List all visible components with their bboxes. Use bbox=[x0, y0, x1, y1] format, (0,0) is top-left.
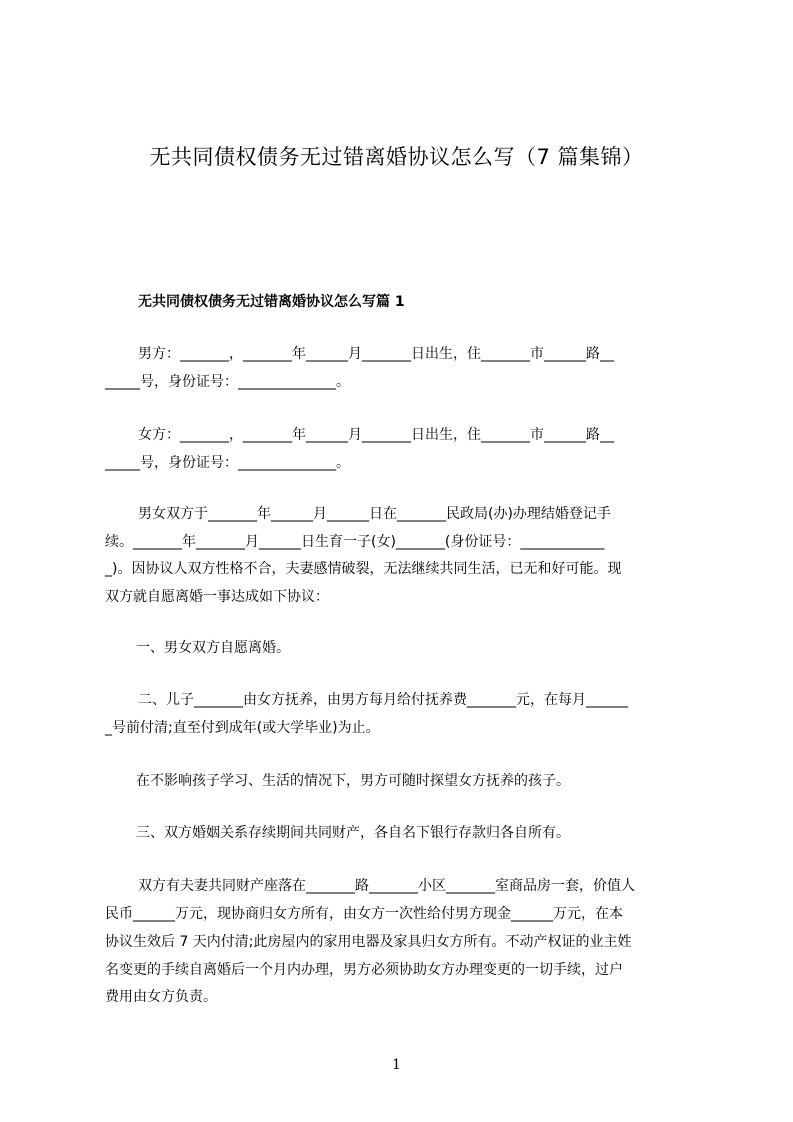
paragraph-wife-line-1: 女方：_______，_______年______月_______日出生，住_______市______路__ bbox=[138, 427, 614, 443]
paragraph-marriage-line-4: 双方就自愿离婚一事达成如下协议： bbox=[105, 589, 329, 605]
paragraph-husband-line-1: 男方：_______，_______年______月_______日出生，住_______市______路__ bbox=[138, 346, 614, 362]
clause-2-line-1: 二、儿子_______由女方抚养，由男方每月给付抚养费_______元，在每月______ bbox=[138, 692, 628, 708]
property-paragraph-line-3: 协议生效后 7 天内付清;此房屋内的家用电器及家具归女方所有。不动产权证的业主姓 bbox=[105, 934, 632, 950]
paragraph-wife-line-2: _____号，身份证号：______________。 bbox=[105, 455, 350, 471]
property-paragraph-line-1: 双方有夫妻共同财产座落在_______路_______小区_______室商品房一套，价值人 bbox=[138, 878, 635, 894]
paragraph-husband-line-2: _____号，身份证号：______________。 bbox=[105, 374, 350, 390]
property-paragraph-line-4: 名变更的手续自离婚后一个月内办理，男方必须协助女方办理变更的一切手续，过户 bbox=[105, 962, 623, 978]
property-paragraph-line-2: 民币______万元，现协商归女方所有，由女方一次性给付男方现金______万元，在本 bbox=[105, 906, 623, 922]
document-title: 无共同债权债务无过错离婚协议怎么写（7 篇集锦） bbox=[149, 145, 644, 169]
paragraph-marriage-line-3: _)。因协议人双方性格不合，夫妻感情破裂，无法继续共同生活，已无和好可能。现 bbox=[105, 561, 622, 577]
clause-1: 一、男女双方自愿离婚。 bbox=[136, 640, 290, 656]
clause-3: 三、双方婚姻关系存续期间共同财产，各自名下银行存款归各自所有。 bbox=[136, 825, 570, 841]
page-number: 1 bbox=[392, 1057, 401, 1073]
property-paragraph-line-5: 费用由女方负责。 bbox=[105, 989, 217, 1005]
visitation-paragraph: 在不影响孩子学习、生活的情况下，男方可随时探望女方抚养的孩子。 bbox=[136, 773, 570, 789]
clause-2-line-2: _号前付清;直至付到成年(或大学毕业)为止。 bbox=[105, 720, 380, 736]
paragraph-marriage-line-1: 男女双方于_______年______月______日在_______民政局(办)办理结婚登记手 bbox=[138, 506, 611, 522]
paragraph-marriage-line-2: 续。_______年_______月______日生育一子(女)_______(身份证号：____________ bbox=[105, 534, 605, 550]
section-heading: 无共同债权债务无过错离婚协议怎么写篇 1 bbox=[138, 294, 405, 310]
